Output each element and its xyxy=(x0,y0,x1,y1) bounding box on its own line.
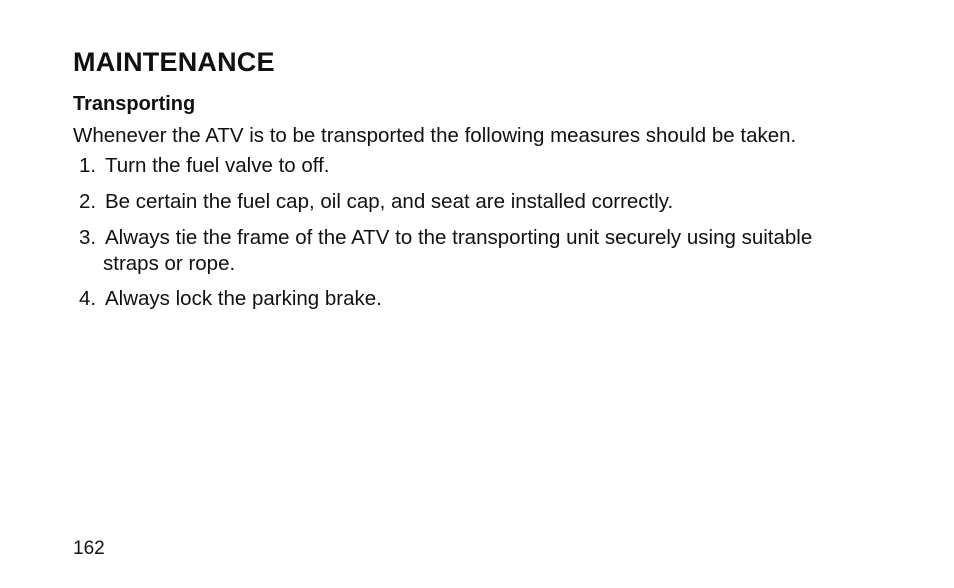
list-item xyxy=(79,225,919,277)
list-item xyxy=(79,153,919,179)
step-text: Turn the fuel valve to off. xyxy=(105,154,330,177)
step-text: Always tie the frame of the ATV to the transporting unit securely using suitable xyxy=(105,226,813,249)
step-text: Be certain the fuel cap, oil cap, and seat are installed correctly. xyxy=(105,190,674,213)
section-title: MAINTENANCE xyxy=(73,47,275,77)
list-item xyxy=(79,286,919,312)
step-text-continuation: straps or rope. xyxy=(103,252,236,275)
step-number: 2. xyxy=(79,190,97,213)
step-text: Always lock the parking brake. xyxy=(105,287,382,310)
page-number: 162 xyxy=(73,538,105,559)
subsection-heading: Transporting xyxy=(73,93,196,115)
intro-paragraph: Whenever the ATV is to be transported the following measures should be taken. xyxy=(73,124,797,147)
step-number: 1. xyxy=(79,154,97,177)
step-number: 4. xyxy=(79,287,97,310)
step-number: 3. xyxy=(79,226,97,249)
list-item xyxy=(79,189,919,215)
